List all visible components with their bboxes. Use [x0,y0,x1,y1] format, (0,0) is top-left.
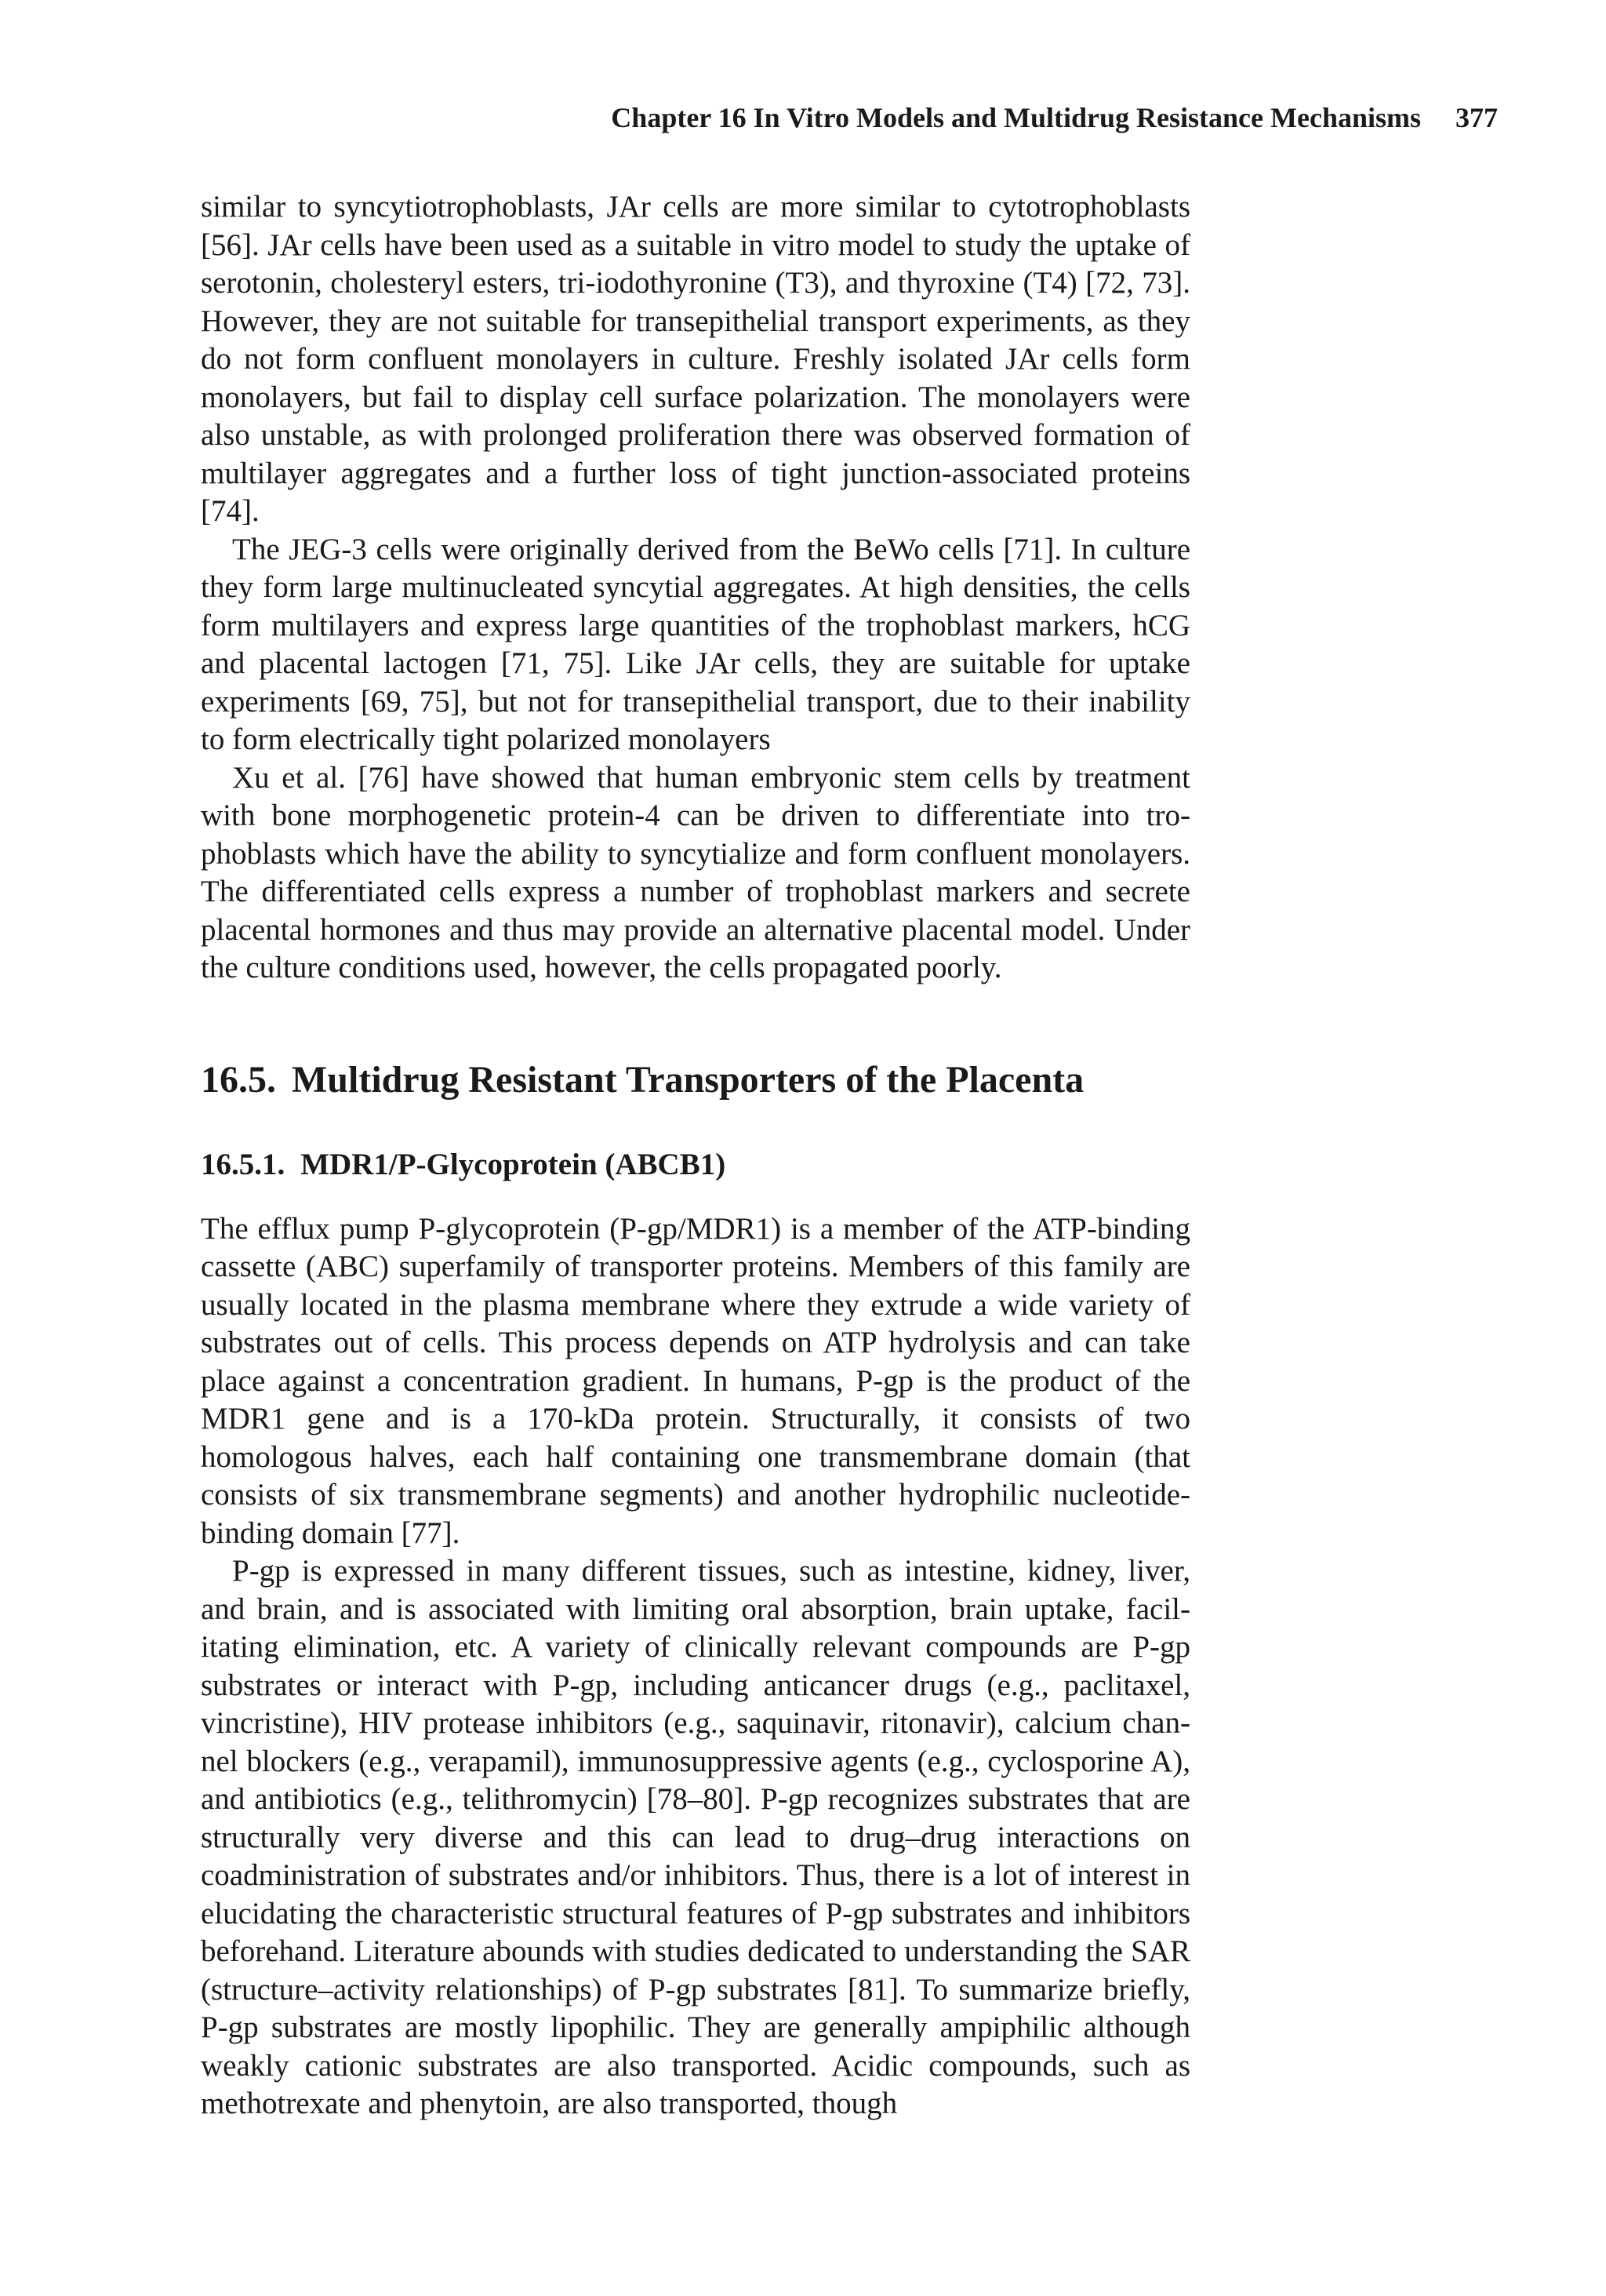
running-title: Chapter 16 In Vitro Models and Multidrug Resistance Mechanisms [611,102,1421,133]
body-text [201,188,1190,2123]
subsection-title: MDR1/P-Glycoprotein (ABCB1) [300,1147,726,1181]
running-head [201,100,1498,135]
paragraph-jeg3-cells: The JEG-3 cells were originally derived from the BeWo cells [71]. In culture they form large multinucleated syncytial aggregates. At high densities, the cells form multilayers and express large quantities of the trophoblast markers, hCG and placental lactogen [71, 75]. Like JAr cells, they are suitable for uptake experiments [69, 75], but not for transepithelial transport, due to their inability to form electrically tight polarized monolayers [201,532,1190,756]
subsection-heading [201,1146,1190,1184]
section-title: Multidrug Resistant Transporters of the Placenta [292,1058,1085,1101]
paragraph-jar-cells: similar to syncytiotrophoblasts, JAr cells are more similar to cytotrophoblasts [56]. JAr cells have been used as a suitable in vitro model to study the uptake of serotonin, cholesteryl esters, tri-iodothyronine (T3), and thyroxine (T4) [72, 73]. However, they are not suitable for transepithelial transport experiments, as they do not form confluent monolayers in culture. Freshly isolated JAr cells form monolayers, but fail to display cell surface polarization. The monolayers were also unstable, as with prolonged proliferation there was observed formation of multilayer aggregates and a further loss of tight junction-associated proteins [74]. [201,190,1190,528]
subsection-number: 16.5.1. [201,1147,285,1181]
section-number: 16.5. [201,1058,276,1101]
paragraph-stem-cells: Xu et al. [76] have showed that human embryonic stem cells by treatment with bone morphogenetic protein-4 can be driven to differentiate into trophoblasts which have the ability to syncytialize and form confluent monolayers. The differentiated cells express a number of trophoblast markers and secrete placental hormones and thus may provide an alternative placental model. Under the culture conditions used, however, the cells propagated poorly. [201,760,1190,984]
paragraph-pgp-expression: P-gp is expressed in many different tissues, such as intestine, kidney, liver, and brain, and is associated with limiting oral absorption, brain uptake, facilitating elimination, etc. A variety of clinically relevant compounds are P-gp substrates or interact with P-gp, including anticancer drugs (e.g., paclitaxel, vincristine), HIV protease inhibitors (e.g., saquinavir, ritonavir), calcium channel blockers (e.g., verapamil), immunosuppressive agents (e.g., cyclosporine A), and antibiotics (e.g., telithromycin) [78–80]. P-gp recognizes substrates that are structurally very diverse and this can lead to drug–drug interactions on coadministration of substrates and/or inhibitors. Thus, there is a lot of interest in elucidating the characteristic structural features of P-gp substrates and inhibitors beforehand. Literature abounds with studies dedicated to understanding the SAR (structure–activity relationships) of P-gp substrates [81]. To summarize briefly, P-gp substrates are mostly lipophilic. They are generally ampiphilic although weakly cationic substrates are also transported. Acidic compounds, such as methotrexate and phenytoin, are also transported, though [201,1554,1190,2120]
section-heading [201,1057,1190,1104]
paragraph-pgp-intro: The efflux pump P-glycoprotein (P-gp/MDR1) is a member of the ATP-binding cassette (ABC) superfamily of transporter proteins. Members of this family are usually located in the plasma membrane where they extrude a wide variety of substrates out of cells. This process depends on ATP hydrolysis and can take place against a concentration gradient. In humans, P-gp is the product of the MDR1 gene and is a 170-kDa protein. Structurally, it consists of two homologous halves, each half containing one transmembrane domain (that consists of six transmembrane segments) and another hydrophilic nucleotide-binding domain [77]. [201,1211,1190,1550]
page-number: 377 [1455,102,1498,133]
